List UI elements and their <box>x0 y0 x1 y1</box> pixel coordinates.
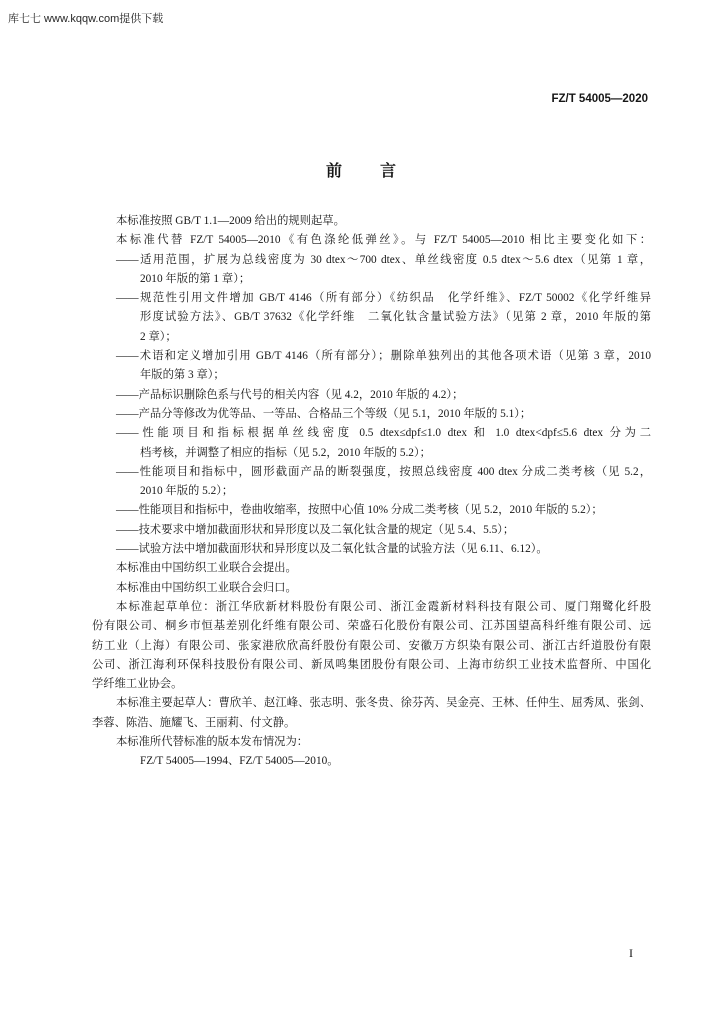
change-item-line: 2010 年版的第 1 章）； <box>140 272 251 285</box>
drafting-units-line: 纺工业（上海）有限公司、张家港欣欣高纤股份有限公司、安徽万方织染有限公司、浙江古纤道股份有限 <box>92 639 651 652</box>
change-item <box>92 386 651 405</box>
change-item-line: ——技术要求中增加截面形状和异形度以及二氧化钛含量的规定（见 5.4、5.5）； <box>116 523 515 536</box>
change-item-line: ——试验方法中增加截面形状和异形度以及二氧化钛含量的试验方法（见 6.11、6.12）。 <box>116 543 548 556</box>
change-item-line: 形度试验方法》、GB/T 37632《化学纤维 二氧化钛含量试验方法》（见第 2 章，2010 年版的第 <box>140 311 651 324</box>
change-item-line: 档考核，并调整了相应的指标（见 5.2，2010 年版的 5.2）； <box>140 446 431 459</box>
change-item <box>92 289 651 347</box>
standard-code-header: FZ/T 54005—2020 <box>551 93 648 105</box>
change-item-line: ——适用范围，扩展为总线密度为 30 dtex～700 dtex、单丝线密度 0.5 dtex～5.6 dtex（见第 1 章， <box>116 253 651 266</box>
replaced-versions-intro: 本标准所代替标准的版本发布情况为： <box>116 736 309 749</box>
change-item <box>92 405 651 424</box>
drafting-rule-statement: 本标准按照 GB/T 1.1—2009 给出的规则起草。 <box>116 215 345 227</box>
page-number: I <box>629 946 633 960</box>
drafting-units-line: 公司、浙江海利环保科技股份有限公司、新凤鸣集团股份有限公司、上海市纺织工业技术监督所、中国化 <box>92 658 651 671</box>
drafters-line: 本标准主要起草人：曹欣羊、赵江峰、张志明、张冬贵、徐芬芮、吴金亮、王林、任仲生、屈秀凤、张剑、 <box>116 697 651 710</box>
drafters-list <box>92 694 651 733</box>
change-item-line: ——性能项目和指标中，圆形截面产品的断裂强度，按照总线密度 400 dtex 分成二类考核（见 5.2， <box>116 465 651 478</box>
drafting-units-line: 份有限公司、桐乡市恒基差别化纤维有限公司、荣盛石化股份有限公司、江苏国望高科纤维有限公司、远 <box>92 620 651 633</box>
drafters-line: 李蓉、陈浩、施耀飞、王丽莉、付文静。 <box>92 716 296 729</box>
change-item-line: ——产品标识删除色系与代号的相关内容（见 4.2，2010 年版的 4.2）； <box>116 388 464 401</box>
foreword-title: 前 言 <box>325 163 398 180</box>
change-item <box>92 521 651 540</box>
drafting-units-line: 学纤维工业协会。 <box>92 678 183 691</box>
change-item-line: ——规范性引用文件增加 GB/T 4146（所有部分）《纺织品 化学纤维》、FZ/T 50002《化学纤维异 <box>116 292 651 305</box>
change-item <box>92 251 651 290</box>
change-item-line: 年版的第 3 章）； <box>140 369 225 382</box>
change-item-line: ——性能项目和指标中，卷曲收缩率，按照中心值 10% 分成二类考核（见 5.2，2010 年版的 5.2）； <box>116 504 603 517</box>
proposer-statement: 本标准由中国纺织工业联合会提出。 <box>116 562 297 575</box>
drafting-units <box>92 598 651 694</box>
change-item-line: ——产品分等修改为优等品、一等品、合格品三个等级（见 5.1，2010 年版的 5.1）； <box>116 407 532 420</box>
change-item <box>92 540 651 559</box>
change-item-line: ——性能项目和指标根据单丝线密度 0.5 dtex≤dpf≤1.0 dtex 和 1.0 dtex<dpf≤5.6 dtex 分为二 <box>116 427 651 440</box>
change-item <box>92 424 651 463</box>
drafting-units-line: 本标准起草单位：浙江华欣新材料股份有限公司、浙江金霞新材料科技有限公司、厦门翔鹭化纤股 <box>116 600 651 613</box>
download-watermark: 库七七 www.kqqw.com提供下载 <box>8 13 164 25</box>
change-item <box>92 347 651 386</box>
replaced-versions-list: FZ/T 54005—1994、FZ/T 54005—2010。 <box>140 755 339 768</box>
change-item-line: ——术语和定义增加引用 GB/T 4146（所有部分）；删除单独列出的其他各项术语（见第 3 章，2010 <box>116 350 651 363</box>
administering-body-statement: 本标准由中国纺织工业联合会归口。 <box>116 581 297 594</box>
change-item <box>92 501 651 520</box>
change-item-line: 2010 年版的 5.2）； <box>140 485 234 498</box>
replacement-statement: 本标准代替 FZ/T 54005—2010《有色涤纶低弹丝》。与 FZ/T 54005—2010 相比主要变化如下： <box>116 234 651 247</box>
change-item-line: 2 章）； <box>140 330 177 343</box>
change-item <box>92 463 651 502</box>
foreword-body <box>92 212 651 772</box>
